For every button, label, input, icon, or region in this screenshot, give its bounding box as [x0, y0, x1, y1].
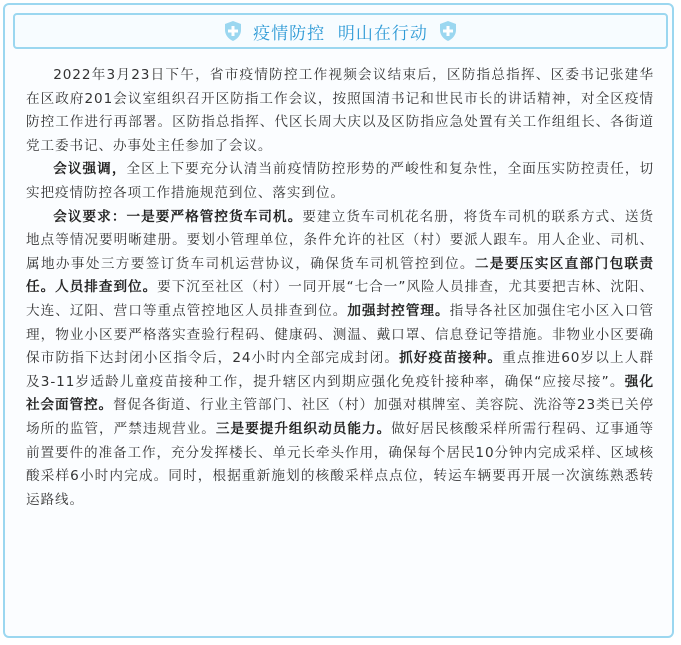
- requirement-subheading-4: 强化社会面管控。: [26, 373, 654, 414]
- shield-cross-icon: [438, 20, 458, 42]
- requirement-subheading-1: 人员排查到位。: [55, 279, 158, 296]
- paragraph-intro: 2022年3月23日下午，省市疫情防控工作视频会议结束后，区防指总指挥、区委书记张建华在区政府201会议室组织召开区防指工作会议，按照国清书记和世民市长的讲话精神，对全区疫情防控工作进行再部署。区防指总指挥、代区长周大庆以及区防指应急处置有关工作组组长、各街道党工委书记、办事处主任参加了会议。: [26, 67, 654, 154]
- requirement-subheading-3: 抓好疫苗接种。: [399, 350, 503, 367]
- emphasis-text: 全区上下要充分认清当前疫情防控形势的严峻性和复杂性，全面压实防控责任，切实把疫情防控各项工作措施规范到位、落实到位。: [26, 161, 654, 201]
- requirement-text-4: 重点推进60岁以上人群及3-11岁适龄儿童疫苗接种工作，提升辖区内到期应强化免疫针接种率，确保“应接尽接”。: [26, 350, 654, 390]
- requirement-text-3: 指导各社区加强住宅小区入口管理，物业小区要严格落实查验行程码、健康码、测温、戴口罩、信息登记等措施。非物业小区要确保市防指下达封闭小区指令后，24小时内全部完成封闭。: [26, 302, 654, 367]
- requirement-text-1: 要建立货车司机花名册，将货车司机的联系方式、送货地点等情况要明晰建册。要划小管理单位，条件允许的社区（村）要派人跟车。用人企业、司机、属地办事处三方要签订货车司机运营协议，确保货车司机管控到位。: [26, 208, 654, 272]
- page-title: 疫情防控 明山在行动: [253, 23, 428, 44]
- requirement-subheading-2: 加强封控管理。: [347, 302, 450, 319]
- requirement-heading-3: 三是要提升组织动员能力。: [215, 420, 392, 437]
- paragraph-requirements: [26, 206, 654, 513]
- shield-cross-icon: [223, 20, 243, 42]
- paragraph-emphasis: [26, 158, 654, 205]
- emphasis-label: 会议强调，: [53, 161, 127, 178]
- article-body: [26, 64, 654, 512]
- requirement-text-5: 督促各街道、行业主管部门、社区（村）加强对棋牌室、美容院、洗浴等23类已关停场所的监管，严禁违规营业。: [26, 397, 654, 437]
- requirement-heading-1: 会议要求：一是要严格管控货车司机。: [53, 208, 303, 225]
- requirement-text-2: 要下沉至社区（村）一同开展“七合一”风险人员排查，尤其要把吉林、沈阳、大连、辽阳、营口等重点管控地区人员排查到位。: [26, 279, 654, 319]
- requirement-heading-2: 二是要压实区直部门包联责任。: [26, 255, 654, 296]
- requirement-text-6: 做好居民核酸采样所需行程码、辽事通等前置要件的准备工作，充分发挥楼长、单元长牵头作用，确保每个居民10分钟内完成采样、区域核酸采样6小时内完成。同时，根据重新施划的核酸采样点点位，转运车辆要再开展一次演练熟悉转运路线。: [26, 420, 654, 508]
- title-banner: [13, 13, 668, 49]
